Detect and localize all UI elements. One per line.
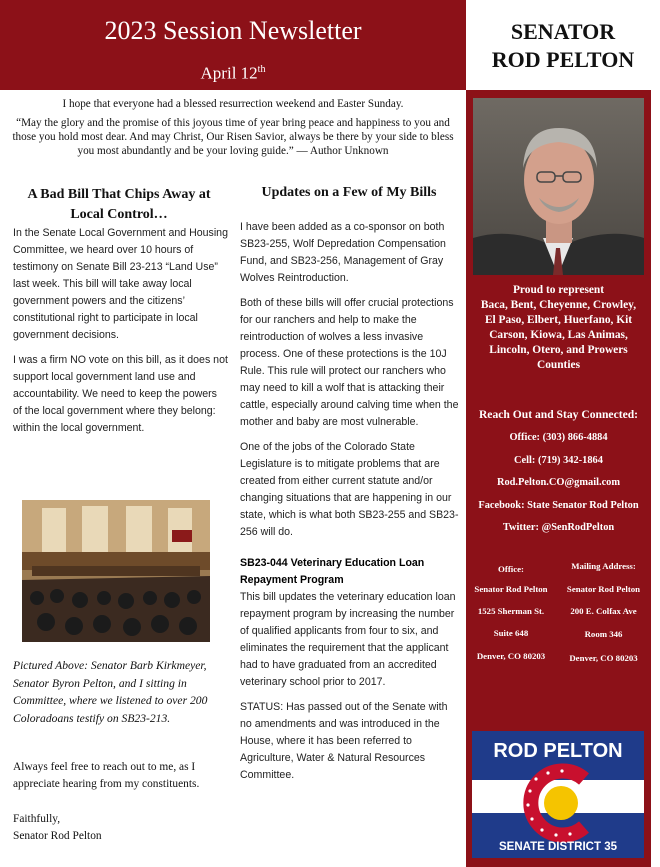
vet-loan-subheading: SB23-044 Veterinary Education Loan Repayment Program — [240, 557, 425, 586]
twitter-link[interactable]: Twitter: @SenRodPelton — [502, 522, 615, 533]
rod-pelton-senate-district-logo — [472, 731, 644, 858]
bill-updates-body — [240, 219, 460, 792]
vet-loan-status: STATUS: Has passed out of the Senate with no amendments and was introduced in the House, where it has been referred to Agriculture, Water & Natural Resources Committee. — [240, 701, 448, 781]
email-link[interactable]: Rod.Pelton.CO@gmail.com — [496, 477, 621, 488]
counties-list: Baca, Bent, Cheyenne, Crowley, El Paso, Elbert, Huerfano, Kit Carson, Kiowa, Las Animas, Lincoln, Otero, and Prowers Counties — [480, 299, 637, 371]
photo-caption: Pictured Above: Senator Barb Kirkmeyer, Senator Byron Pelton, and I sitting in Committee, where we listened to over 200 Coloradoans testify on SB23-213. — [13, 659, 208, 725]
bill-updates-heading: Updates on a Few of My Bills — [261, 185, 437, 200]
senator-name-header — [466, 0, 660, 90]
bad-bill-paragraph-2: I was a firm NO vote on this bill, as it does not support local government land use and accountability. We need to keep the powers of the local government where they belong: within the local government. — [13, 354, 228, 434]
represent-label: Proud to represent — [512, 284, 605, 296]
closing-note: Always feel free to reach out to me, as I appreciate hearing from my constituents. — [13, 761, 200, 790]
intro-section — [8, 97, 458, 163]
office-phone: Office: (303) 866-4884 — [509, 432, 608, 443]
newsletter-banner — [0, 0, 466, 90]
senator-name: ROD PELTON — [491, 47, 635, 72]
senator-title: SENATOR — [510, 19, 616, 44]
bill-updates-paragraph-3: One of the jobs of the Colorado State Legislature is to mitigate problems that are created from either current statute and/or changing situations that are happening in our state, which is what both SB23-255 and SB23-256 will do. — [240, 441, 459, 538]
mailing-address-line1: Senator Rod Pelton — [566, 584, 641, 594]
bill-updates-paragraph-1: I have been added as a co-sponsor on both SB23-255, Wolf Depredation Compensation Fund, and SB23-256, Management of Gray Wolves Reintroduction. — [240, 221, 446, 284]
contact-heading: Reach Out and Stay Connected: — [478, 408, 639, 421]
bad-bill-paragraph-1: In the Senate Local Government and Housing Committee, we heard over 10 hours of testimony on Senate Bill 23-213 “Land Use” last week. This bill will take away local government powers and the citizens’ constitutional right to participate in local government decisions. — [13, 227, 228, 341]
bill-updates-paragraph-2: Both of these bills will offer crucial protections for our ranchers and help to make the reintroduction of wolves a less invasive process. One of these protections is the 10J Rule. This rule will protect our ranchers who may need to kill a wolf that is attacking their cattle, especially around calving time when the mother and baby are most vulnerable. — [240, 297, 459, 428]
office-address-line4: Denver, CO 80203 — [476, 651, 546, 661]
facebook-link[interactable]: Facebook: State Senator Rod Pelton — [478, 500, 639, 511]
mailing-address-line4: Denver, CO 80203 — [569, 653, 638, 663]
newsletter-date: April 12th — [200, 63, 266, 83]
bad-bill-heading: A Bad Bill That Chips Away at Local Control… — [27, 187, 211, 222]
committee-chamber-photo — [22, 500, 210, 642]
logo-district: SENATE DISTRICT 35 — [499, 841, 617, 853]
office-address-line2: 1525 Sherman St. — [477, 606, 545, 616]
office-address-line1: Senator Rod Pelton — [474, 584, 548, 594]
mailing-address-line3: Room 346 — [584, 629, 623, 639]
mailing-address-label: Mailing Address: — [571, 561, 636, 571]
vet-loan-paragraph: This bill updates the veterinary education loan repayment program by increasing the number of qualified applicants from four to six, and eliminates the requirement that the applicant had to have graduated from an accredited veterinary school prior to 2017. — [240, 591, 456, 688]
mailing-address-line2: 200 E. Colfax Ave — [570, 606, 637, 616]
easter-quote: “May the glory and the promise of this joyous time of year bring peace and happiness to you and those you hold most dear. And may Christ, Our Risen Savior, always be there by your side to bless you most abundantly and be your loving guide.” — Author Unknown — [12, 117, 454, 157]
newsletter-title: 2023 Session Newsletter — [104, 16, 362, 45]
senator-portrait-photo — [473, 98, 644, 275]
office-address-label: Office: — [498, 564, 524, 574]
logo-name: ROD PELTON — [493, 740, 623, 762]
office-address-line3: Suite 648 — [493, 628, 529, 638]
bad-bill-body — [13, 225, 228, 445]
signature: Senator Rod Pelton — [13, 830, 102, 842]
cell-phone: Cell: (719) 342-1864 — [514, 455, 603, 466]
easter-greeting: I hope that everyone had a blessed resurrection weekend and Easter Sunday. — [62, 98, 404, 110]
sign-off: Faithfully, — [13, 813, 61, 825]
